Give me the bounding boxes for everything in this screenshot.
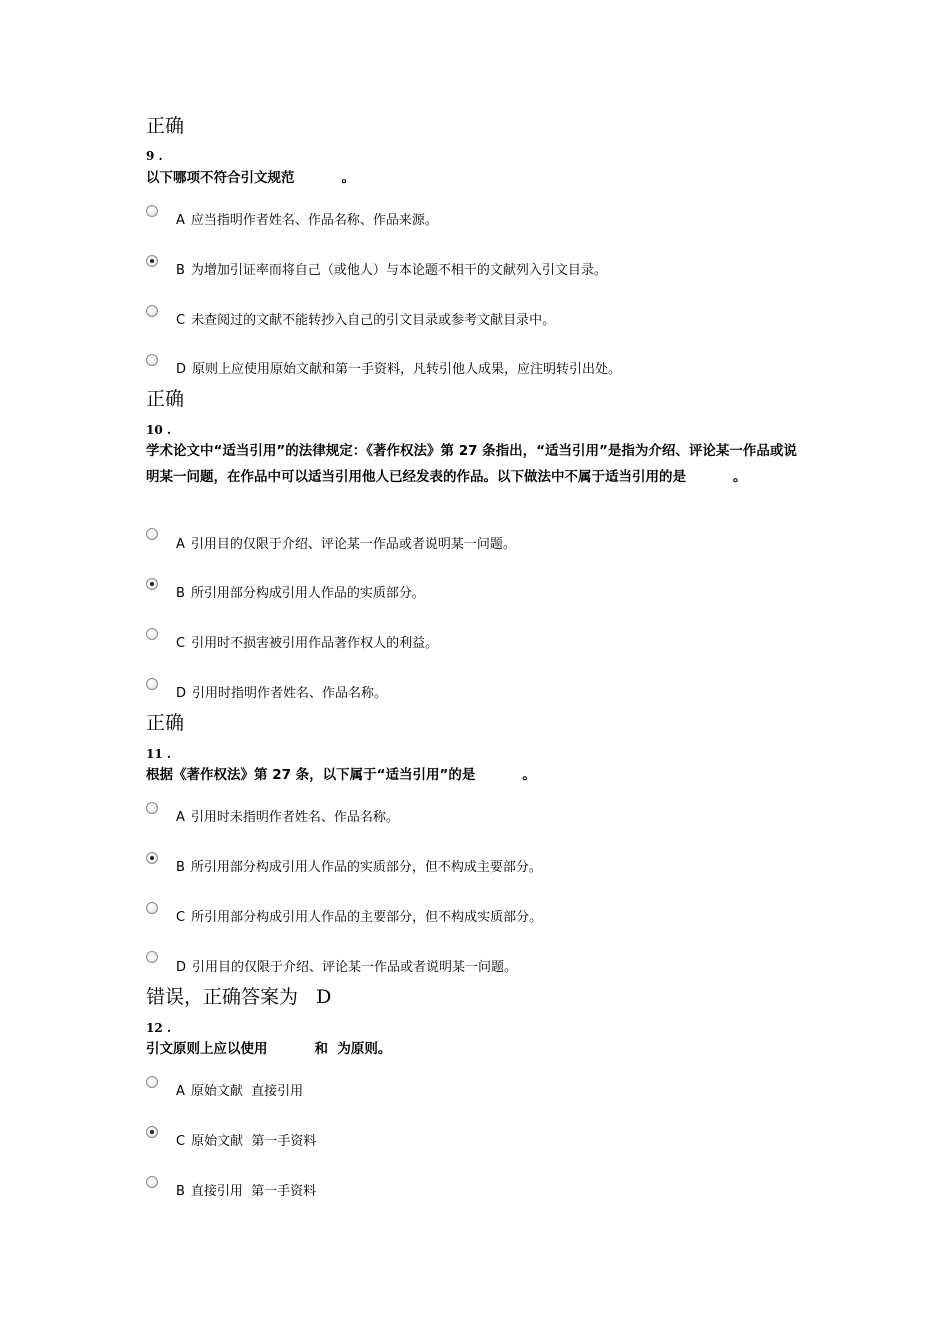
option-a[interactable] — [176, 1084, 303, 1100]
option-letter: A — [176, 810, 185, 825]
question-number: 12 . — [146, 1021, 172, 1035]
option-radio-c[interactable] — [146, 305, 158, 317]
option-label: 应当指明作者姓名、作品名称、作品来源。 — [190, 213, 438, 228]
option-radio-d[interactable] — [146, 951, 158, 963]
option-radio-a[interactable] — [146, 802, 158, 814]
option-letter: A — [176, 213, 185, 228]
option-letter: C — [176, 313, 186, 328]
option-a[interactable] — [176, 213, 438, 229]
result-status: 正确 — [146, 712, 185, 734]
option-label: 原则上应使用原始文献和第一手资料，凡转引他人成果，应注明转引出处。 — [192, 362, 622, 377]
option-label: 未查阅过的文献不能转抄入自己的引文目录或参考文献目录中。 — [191, 313, 556, 328]
option-label: 原始文献 第一手资料 — [191, 1134, 317, 1149]
option-radio-d[interactable] — [146, 354, 158, 366]
option-letter: D — [176, 686, 187, 701]
option-c[interactable] — [176, 910, 542, 926]
option-d[interactable] — [176, 686, 387, 702]
option-radio-d[interactable] — [146, 678, 158, 690]
option-letter: C — [176, 636, 186, 651]
option-b[interactable] — [176, 586, 425, 602]
option-radio-b[interactable] — [146, 255, 158, 267]
option-radio-c[interactable] — [146, 628, 158, 640]
option-d[interactable] — [176, 362, 621, 378]
question-text: 根据《著作权法》第 27 条，以下属于“适当引用”的是 。 — [146, 767, 536, 783]
question-text: 以下哪项不符合引文规范 。 — [146, 170, 355, 186]
option-radio-c[interactable] — [146, 902, 158, 914]
option-radio-b[interactable] — [146, 852, 158, 864]
option-label: 引用目的仅限于介绍、评论某一作品或者说明某一问题。 — [190, 537, 516, 552]
option-radio-b[interactable] — [146, 578, 158, 590]
option-letter: B — [176, 1184, 185, 1199]
option-letter: D — [176, 362, 187, 377]
option-label: 引用时指明作者姓名、作品名称。 — [192, 686, 388, 701]
option-b[interactable] — [176, 860, 542, 876]
option-radio-b[interactable] — [146, 1176, 158, 1188]
option-radio-a[interactable] — [146, 528, 158, 540]
option-b[interactable] — [176, 263, 607, 279]
option-letter: B — [176, 586, 185, 601]
option-letter: C — [176, 910, 186, 925]
option-a[interactable] — [176, 810, 399, 826]
option-label: 引用时不损害被引用作品著作权人的利益。 — [191, 636, 439, 651]
option-label: 原始文献 直接引用 — [190, 1084, 304, 1099]
option-d[interactable] — [176, 960, 517, 976]
option-label: 所引用部分构成引用人作品的主要部分，但不构成实质部分。 — [191, 910, 543, 925]
result-status: 正确 — [146, 115, 185, 137]
option-a[interactable] — [176, 537, 516, 553]
option-label: 引用时未指明作者姓名、作品名称。 — [190, 810, 399, 825]
option-radio-a[interactable] — [146, 1076, 158, 1088]
option-letter: A — [176, 1084, 185, 1099]
option-letter: B — [176, 263, 185, 278]
question-text: 引文原则上应以使用 和 为原则。 — [146, 1041, 392, 1057]
option-b[interactable] — [176, 1184, 316, 1200]
option-letter: B — [176, 860, 185, 875]
option-letter: A — [176, 537, 185, 552]
option-label: 所引用部分构成引用人作品的实质部分。 — [190, 586, 425, 601]
result-status: 正确 — [146, 388, 185, 410]
option-c[interactable] — [176, 636, 438, 652]
option-radio-a[interactable] — [146, 205, 158, 217]
question-number: 9 . — [146, 149, 163, 163]
option-label: 直接引用 第一手资料 — [190, 1184, 317, 1199]
result-status: 错误，正确答案为 D — [146, 986, 332, 1008]
option-radio-c[interactable] — [146, 1126, 158, 1138]
option-c[interactable] — [176, 313, 555, 329]
option-label: 为增加引证率而将自己（或他人）与本论题不相干的文献列入引文目录。 — [190, 263, 607, 278]
option-label: 引用目的仅限于介绍、评论某一作品或者说明某一问题。 — [192, 960, 518, 975]
question-number: 10 . — [146, 423, 172, 437]
option-label: 所引用部分构成引用人作品的实质部分，但不构成主要部分。 — [190, 860, 542, 875]
question-number: 11 . — [146, 747, 172, 761]
option-letter: D — [176, 960, 187, 975]
option-c[interactable] — [176, 1134, 316, 1150]
option-letter: C — [176, 1134, 186, 1149]
question-text: 学术论文中“适当引用”的法律规定：《著作权法》第 27 条指出，“适当引用”是指为介绍、评论某一作品或说明某一问题，在作品中可以适当引用他人已经发表的作品。以下做法中不属于适当引用的是 。 — [146, 443, 797, 485]
